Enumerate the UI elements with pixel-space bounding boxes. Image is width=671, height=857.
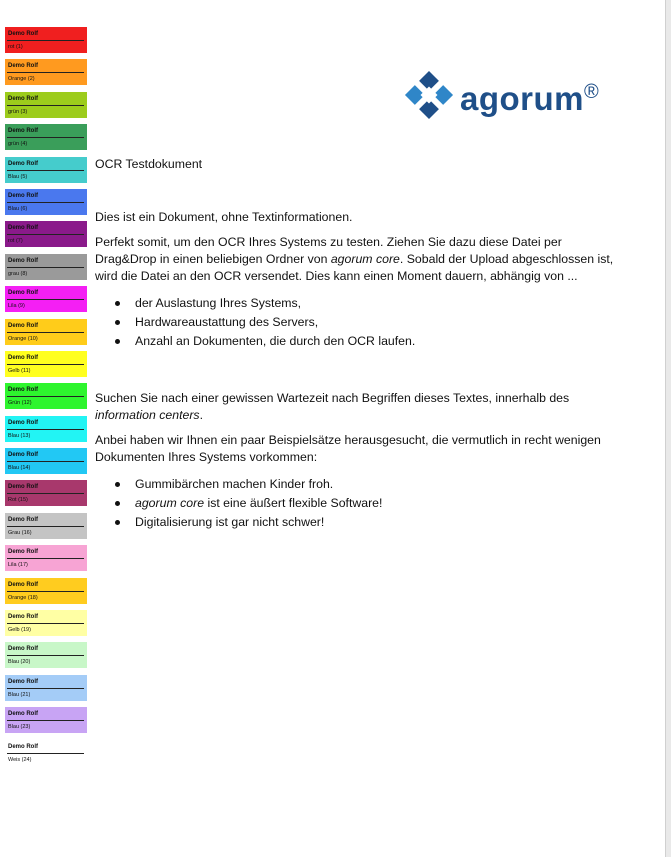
tab-name: Demo Rolf <box>8 711 38 718</box>
tab-name: Demo Rolf <box>8 549 38 556</box>
color-tab-strip <box>5 27 87 772</box>
tab-divider <box>7 688 84 689</box>
tab-name: Demo Rolf <box>8 225 38 232</box>
tab-label: Orange (18) <box>8 594 38 601</box>
tab-name: Demo Rolf <box>8 128 38 135</box>
tab-label: Blau (14) <box>8 465 31 472</box>
color-tab <box>5 189 87 215</box>
tab-label: Blau (13) <box>8 432 31 439</box>
tab-label: rot (1) <box>8 44 23 50</box>
document-body <box>95 156 625 533</box>
tab-name: Demo Rolf <box>8 322 38 329</box>
tab-label: Grün (12) <box>8 400 32 407</box>
dependency-list <box>95 295 625 350</box>
color-tab <box>5 286 87 312</box>
tab-label: Lila (17) <box>8 562 28 569</box>
list-item: Gummibärchen machen Kinder froh. <box>115 476 625 493</box>
color-tab <box>5 27 87 53</box>
tab-name: Demo Rolf <box>8 614 38 621</box>
tab-divider <box>7 558 84 559</box>
tab-name: Demo Rolf <box>8 452 38 459</box>
tab-name: Demo Rolf <box>8 160 38 167</box>
agorum-logo <box>402 68 599 122</box>
tab-label: Orange (10) <box>8 335 38 342</box>
tab-name: Demo Rolf <box>8 63 38 70</box>
color-tab <box>5 480 87 506</box>
tab-divider <box>7 170 84 171</box>
tab-name: Demo Rolf <box>8 95 38 102</box>
paragraph-examples: Anbei haben wir Ihnen ein paar Beispielsätze herausgesucht, die vermutlich in recht wenigen Dokumenten Ihres Systems vorkommen: <box>95 433 601 464</box>
tab-label: Blau (6) <box>8 205 28 212</box>
list-item: der Auslastung Ihres Systems, <box>115 295 625 312</box>
tab-name: Demo Rolf <box>8 387 38 394</box>
list-item: Hardwareaustattung des Servers, <box>115 314 625 331</box>
tab-divider <box>7 72 84 73</box>
color-tab <box>5 578 87 604</box>
tab-label: grün (4) <box>8 141 28 148</box>
tab-divider <box>7 461 84 462</box>
color-tab <box>5 254 87 280</box>
tab-divider <box>7 202 84 203</box>
tab-label: Lila (9) <box>8 303 25 310</box>
document-title: OCR Testdokument <box>95 157 203 171</box>
tab-name: Demo Rolf <box>8 290 38 297</box>
color-tab <box>5 92 87 118</box>
list-item: agorum core ist eine äußert flexible Software! <box>115 495 625 512</box>
color-tab <box>5 448 87 474</box>
color-tab <box>5 707 87 733</box>
tab-label: Gelb (11) <box>8 367 31 374</box>
tab-divider <box>7 493 84 494</box>
list-item: Anzahl an Dokumenten, die durch den OCR laufen. <box>115 333 625 350</box>
example-sentence-list <box>95 476 625 531</box>
tab-name: Demo Rolf <box>8 354 38 361</box>
paragraph-search: Suchen Sie nach einer gewissen Wartezeit nach Begriffen dieses Textes, innerhalb des information centers. <box>95 391 570 422</box>
tab-label: Blau (5) <box>8 173 28 180</box>
tab-name: Demo Rolf <box>8 419 38 426</box>
tab-label: Orange (2) <box>8 76 35 83</box>
tab-name: Demo Rolf <box>8 516 38 523</box>
agorum-diamond-icon <box>402 68 456 122</box>
tab-divider <box>7 267 84 268</box>
tab-divider <box>7 655 84 656</box>
tab-divider <box>7 591 84 592</box>
tab-name: Demo Rolf <box>8 581 38 588</box>
tab-divider <box>7 137 84 138</box>
tab-label: Weis (24) <box>8 756 32 763</box>
tab-divider <box>7 753 84 754</box>
tab-name: Demo Rolf <box>8 31 38 37</box>
tab-divider <box>7 429 84 430</box>
color-tab <box>5 740 87 766</box>
tab-divider <box>7 299 84 300</box>
tab-name: Demo Rolf <box>8 257 38 264</box>
color-tab <box>5 610 87 636</box>
tab-divider <box>7 623 84 624</box>
tab-label: Grau (16) <box>8 529 32 536</box>
tab-divider <box>7 364 84 365</box>
color-tab <box>5 157 87 183</box>
tab-divider <box>7 526 84 527</box>
paragraph-instructions: Perfekt somit, um den OCR Ihres Systems zu testen. Ziehen Sie dazu diese Datei per Drag&Drop in einen beliebigen Ordner von agorum core. Sobald der Upload abgeschlossen ist, wird die Datei an den OCR versendet. Dies kann einen Moment dauern, abhängig von ... <box>95 235 614 283</box>
color-tab <box>5 513 87 539</box>
color-tab <box>5 351 87 377</box>
tab-divider <box>7 105 84 106</box>
color-tab <box>5 319 87 345</box>
color-tab <box>5 383 87 409</box>
tab-divider <box>7 396 84 397</box>
color-tab <box>5 642 87 668</box>
tab-divider <box>7 332 84 333</box>
tab-label: Rot (15) <box>8 497 28 504</box>
tab-name: Demo Rolf <box>8 192 38 199</box>
color-tab <box>5 416 87 442</box>
color-tab <box>5 221 87 247</box>
tab-label: Blau (21) <box>8 691 31 698</box>
paragraph-intro: Dies ist ein Dokument, ohne Textinformationen. <box>95 210 353 224</box>
tab-divider <box>7 234 84 235</box>
list-item: Digitalisierung ist gar nicht schwer! <box>115 514 625 531</box>
color-tab <box>5 675 87 701</box>
tab-divider <box>7 720 84 721</box>
tab-label: grau (8) <box>8 270 28 277</box>
color-tab <box>5 59 87 85</box>
color-tab <box>5 124 87 150</box>
tab-name: Demo Rolf <box>8 678 38 685</box>
tab-label: Blau (23) <box>8 724 31 731</box>
tab-label: Blau (20) <box>8 659 31 666</box>
tab-label: Gelb (19) <box>8 627 31 634</box>
logo-wordmark: agorum® <box>460 79 600 117</box>
tab-label: grün (3) <box>8 108 28 115</box>
tab-name: Demo Rolf <box>8 484 38 491</box>
tab-name: Demo Rolf <box>8 646 38 653</box>
color-tab <box>5 545 87 571</box>
tab-label: rot (7) <box>8 238 23 245</box>
tab-divider <box>7 40 84 41</box>
tab-name: Demo Rolf <box>8 743 38 750</box>
